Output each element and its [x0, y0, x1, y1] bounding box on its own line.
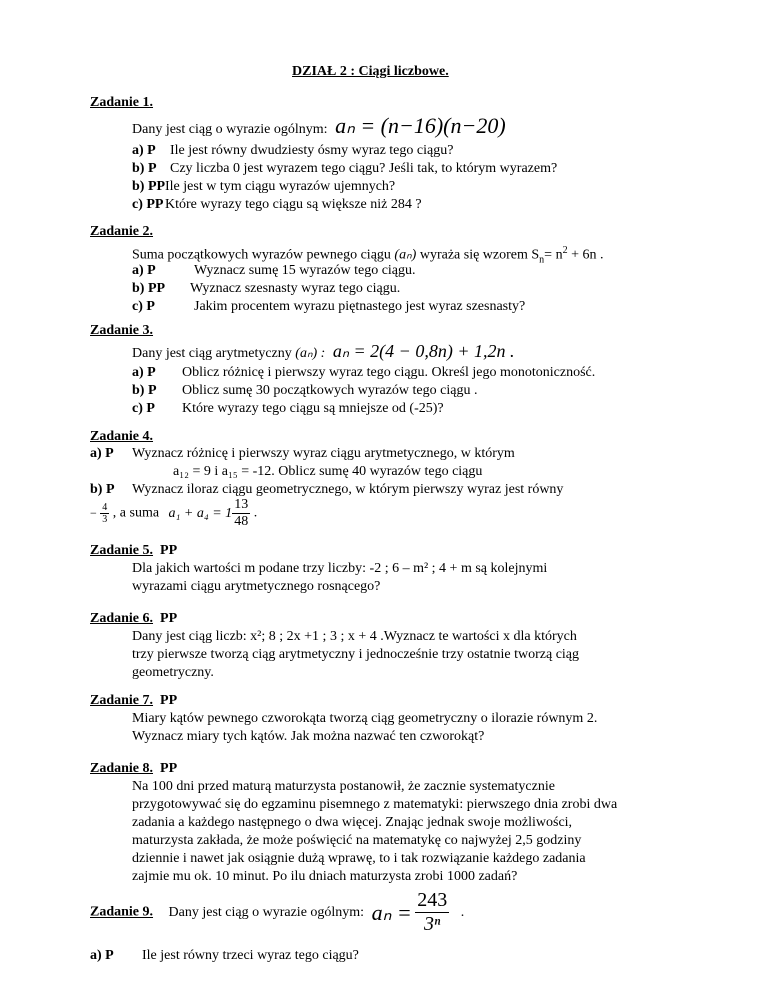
- task-3-intro: Dany jest ciąg arytmetyczny (aₙ) : aₙ = 2(4 − 0,8n) + 1,2n .: [132, 341, 515, 361]
- task-7-line-1: Miary kątów pewnego czworokąta tworzą ciąg geometryczny o ilorazie równym 2.: [132, 711, 598, 726]
- task-4-heading: Zadanie 4.: [90, 429, 154, 444]
- task-5-line-1: Dla jakich wartości m podane trzy liczby: -2 ; 6 – m² ; 4 + m są kolejnymi: [132, 561, 548, 576]
- task-2-heading: Zadanie 2.: [90, 224, 154, 239]
- task-1-item-b2: b) PPIle jest w tym ciągu wyrazów ujemnych?: [132, 179, 396, 194]
- task-9-item-a: a) P Ile jest równy trzeci wyraz tego ciągu?: [90, 948, 359, 963]
- task-6-line-1: Dany jest ciąg liczb: x²; 8 ; 2x +1 ; 3 ; x + 4 .Wyznacz te wartości x dla których: [132, 629, 577, 644]
- task-1-intro: Dany jest ciąg o wyrazie ogólnym: aₙ = (n−16)(n−20): [132, 113, 506, 138]
- task-1-heading: Zadanie 1.: [90, 95, 154, 110]
- task-7-heading: Zadanie 7. PP: [90, 693, 178, 708]
- task-4-formula: − $\frac{4}{3}$ , a suma a₁ + a₄ = 1 $\frac{13}{48}$ .: [90, 497, 258, 529]
- first-term-fraction: $\frac{4}{3}$: [102, 502, 108, 525]
- task-6-heading: Zadanie 6. PP: [90, 611, 178, 626]
- task-8-line-1: Na 100 dni przed maturą maturzysta postanowił, że zacznie systematycznie: [132, 779, 555, 794]
- task-8-line-3: zadania a każdego następnego o dwa więcej. Znając jednak swoje możliwości,: [132, 815, 573, 830]
- task-9-row: Zadanie 9. Dany jest ciąg o wyrazie ogólnym: aₙ = $\frac{243}{\text{3ⁿ}}$ .: [90, 889, 465, 935]
- task-2-sequence: (aₙ): [394, 247, 417, 263]
- task-6-line-3: geometryczny.: [132, 665, 214, 680]
- task-4-item-a: a) P Wyznacz różnicę i pierwszy wyraz ciągu arytmetycznego, w którym: [90, 446, 515, 461]
- task-8-line-5: dziennie i nawet jak osiągnie dużą wprawę, to i tak rozwiązanie każdego zadania: [132, 851, 586, 866]
- task-3-item-b: b) P Oblicz sumę 30 początkowych wyrazów tego ciągu .: [132, 383, 478, 398]
- task-8-line-2: przygotowywać się do egzaminu pisemnego z matematyki: pierwszego dnia zrobi dwa: [132, 797, 618, 812]
- task-4-item-a-line2: a₁₂ = 9 i a₁₅ = -12. Oblicz sumę 40 wyrazów tego ciągu: [173, 464, 483, 479]
- page-title: DZIAŁ 2 : Ciągi liczbowe.: [292, 64, 449, 79]
- task-7-line-2: Wyznacz miary tych kątów. Jak można nazwać ten czworokąt?: [132, 729, 485, 744]
- task-8-heading: Zadanie 8. PP: [90, 761, 178, 776]
- task-2-item-c: c) P Jakim procentem wyrazu piętnastego jest wyraz szesnasty?: [132, 299, 526, 314]
- task-3-formula: aₙ = 2(4 − 0,8n) + 1,2n .: [332, 341, 515, 361]
- task-3-sequence: (aₙ) :: [295, 346, 326, 361]
- task-5-line-2: wyrazami ciągu arytmetycznego rosnącego?: [132, 579, 381, 594]
- task-3-item-a: a) P Oblicz różnicę i pierwszy wyraz tego ciągu. Określ jego monotoniczność.: [132, 365, 596, 380]
- task-9-fraction: $\frac{243}{\text{3ⁿ}}$: [417, 889, 448, 935]
- task-1-item-b: b) P Czy liczba 0 jest wyrazem tego ciągu? Jeśli tak, to którym wyrazem?: [132, 161, 558, 176]
- task-4-item-b: b) P Wyznacz iloraz ciągu geometrycznego, w którym pierwszy wyraz jest równy: [90, 482, 564, 497]
- task-6-line-2: trzy pierwsze tworzą ciąg arytmetyczny i jednocześnie trzy ostatnie tworzą ciąg: [132, 647, 580, 662]
- task-3-item-c: c) P Które wyrazy tego ciągu są mniejsze od (-25)?: [132, 401, 444, 416]
- task-1-formula: aₙ = (n−16)(n−20): [335, 113, 506, 138]
- task-3-heading: Zadanie 3.: [90, 323, 154, 338]
- task-8-line-4: maturzysta zakłada, że może poświęcić na matematykę co najwyżej 2,5 godziny: [132, 833, 582, 848]
- task-1-item-c: c) PP Które wyrazy tego ciągu są większe niż 284 ?: [132, 197, 422, 212]
- task-2-item-a: a) P Wyznacz sumę 15 wyrazów tego ciągu.: [132, 263, 416, 278]
- task-2-item-b: b) PP Wyznacz szesnasty wyraz tego ciągu.: [132, 281, 401, 296]
- sum-fraction: $\frac{13}{48}$: [234, 497, 249, 529]
- task-2-intro: Suma początkowych wyrazów pewnego ciągu (aₙ) wyraża się wzorem $S_n= n^2 + 6n$ .: [132, 245, 604, 266]
- task-5-heading: Zadanie 5. PP: [90, 543, 178, 558]
- task-8-line-6: zajmie mu ok. 10 minut. Po ilu dniach maturzysta zrobi 1000 zadań?: [132, 869, 518, 884]
- task-9-heading: Zadanie 9.: [90, 904, 154, 920]
- task-1-item-a: a) P Ile jest równy dwudziesty ósmy wyraz tego ciągu?: [132, 143, 454, 158]
